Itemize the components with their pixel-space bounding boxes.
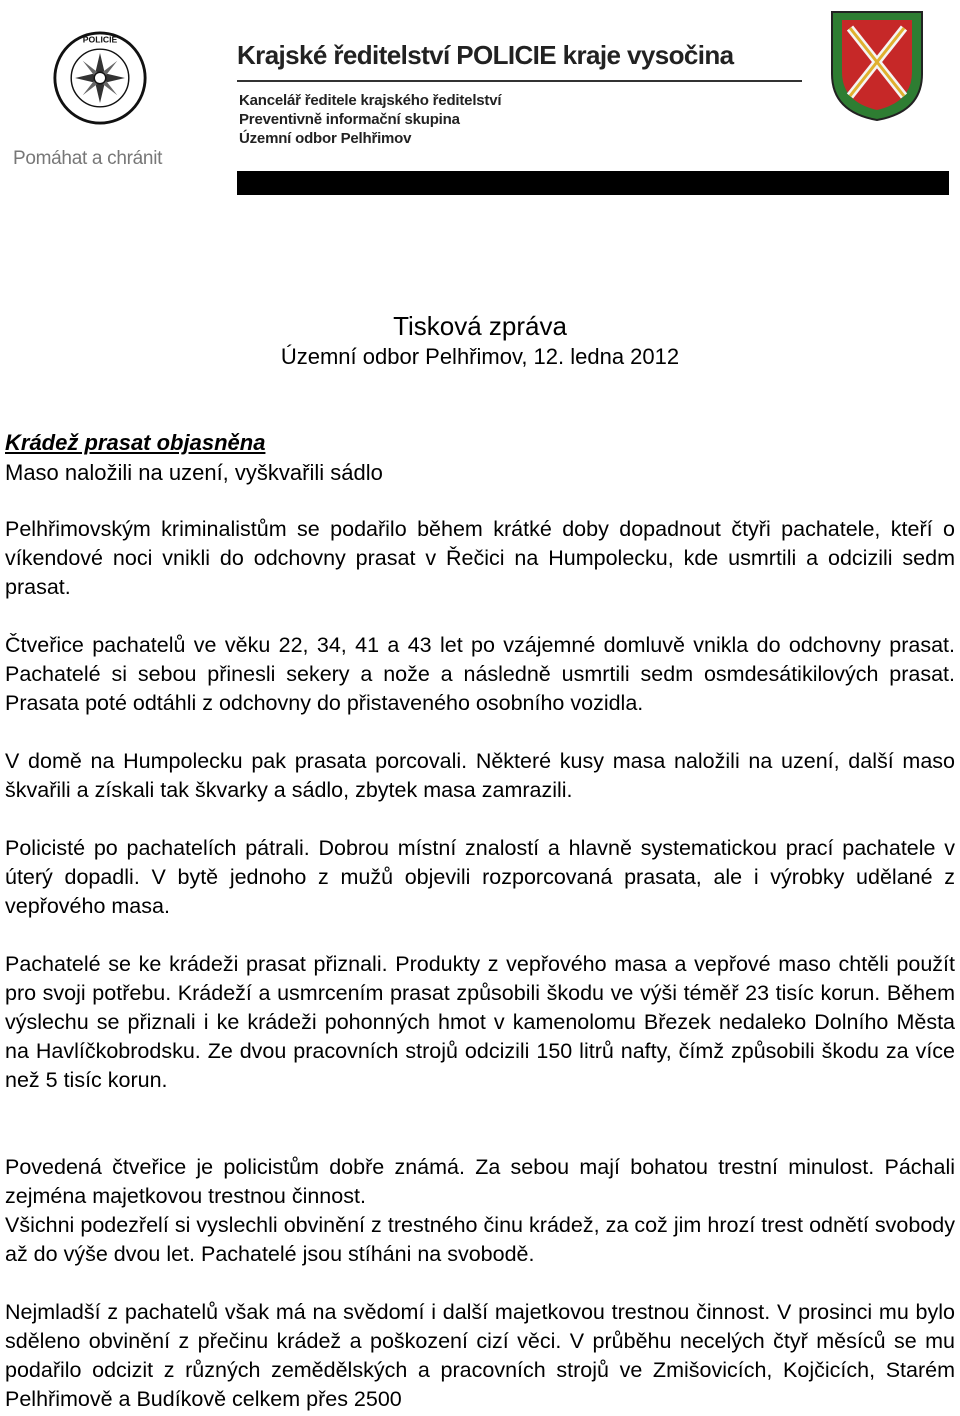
subheadline: Maso naložili na uzení, vyškvařili sádlo bbox=[5, 460, 383, 485]
header-black-bar bbox=[237, 171, 949, 195]
paragraph: V domě na Humpolecku pak prasata porcovali. Některé kusy masa naložili na uzení, další maso škvařili a získali tak škvarky a sádlo, zbytek masa zamrazili. bbox=[5, 749, 955, 802]
paragraph: Povedená čtveřice je policistům dobře známá. Za sebou mají bohatou trestní minulost. Páchali zejména majetkovou trestnou činnost. bbox=[5, 1155, 955, 1208]
svg-text:POLICIE: POLICIE bbox=[82, 34, 118, 45]
paragraph: Policisté po pachatelích pátrali. Dobrou místní znalostí a hlavně systematickou prací pachatele v úterý dopadli. V bytě jednoho z mužů objevili rozporcovaná prasata, ale i výrobky udělané z vepřového masa. bbox=[5, 836, 955, 918]
slogan: Pomáhat a chránit bbox=[13, 148, 163, 169]
dateline: Územní odbor Pelhřimov, 12. ledna 2012 bbox=[280, 344, 680, 369]
header-group: Preventivně informační skupina bbox=[239, 111, 460, 128]
letterhead bbox=[0, 0, 960, 215]
headline: Krádež prasat objasněna bbox=[5, 430, 266, 455]
paragraph: Nejmladší z pachatelů však má na svědomí i další majetkovou trestnou činnost. V prosinci mu bylo sděleno obvinění z přečinu krádež a poškození cizí věci. V průběhu necelých čtyř měsíců se mu podařilo odcizit z různých zemědělských a pracovních strojů ve Zmišovicích, Kojčicích, Starém Pelhřimově a Budíkově celkem přes 2500 bbox=[5, 1300, 955, 1411]
police-star-logo bbox=[52, 30, 148, 126]
header-department: Územní odbor Pelhřimov bbox=[239, 130, 412, 147]
document-title: Tisková zpráva bbox=[393, 311, 567, 341]
header-office: Kancelář ředitele krajského ředitelství bbox=[239, 92, 502, 109]
regional-crest-logo bbox=[822, 4, 932, 124]
paragraph: Všichni podezřelí si vyslechli obvinění z trestného činu krádež, za což jim hrozí trest odnětí svobody až do výše dvou let. Pachatelé jsou stíháni na svobodě. bbox=[5, 1213, 955, 1266]
header-title: Krajské ředitelství POLICIE kraje vysočina bbox=[237, 40, 734, 70]
header-divider bbox=[237, 80, 802, 82]
paragraph: Pelhřimovským kriminalistům se podařilo během krátké doby dopadnout čtyři pachatele, kteří o víkendové noci vnikli do odchovny prasat v Řečici na Humpolecku, kde usmrtili a odcizili sedm prasat. bbox=[5, 517, 955, 599]
paragraph: Čtveřice pachatelů ve věku 22, 34, 41 a 43 let po vzájemné domluvě vnikla do odchovny prasat. Pachatelé si sebou přinesli sekery a nože a následně usmrtili sedm osmdesátikilových prasat. Prasata poté odtáhli z odchovny do přistaveného osobního vozidla. bbox=[5, 633, 955, 715]
paragraph: Pachatelé se ke krádeži prasat přiznali. Produkty z vepřového masa a vepřové maso chtěli použít pro svoji potřebu. Krádeží a usmrcením prasat způsobili škodu ve výši téměř 23 tisíc korun. Během výslechu se přiznali i ke krádeži pohonných hmot v kamenolomu Březek nedaleko Dolního Města na Havlíčkobrodsku. Ze dvou pracovních strojů odcizili 150 litrů nafty, čímž způsobili škodu za více než 5 tisíc korun. bbox=[5, 952, 955, 1092]
